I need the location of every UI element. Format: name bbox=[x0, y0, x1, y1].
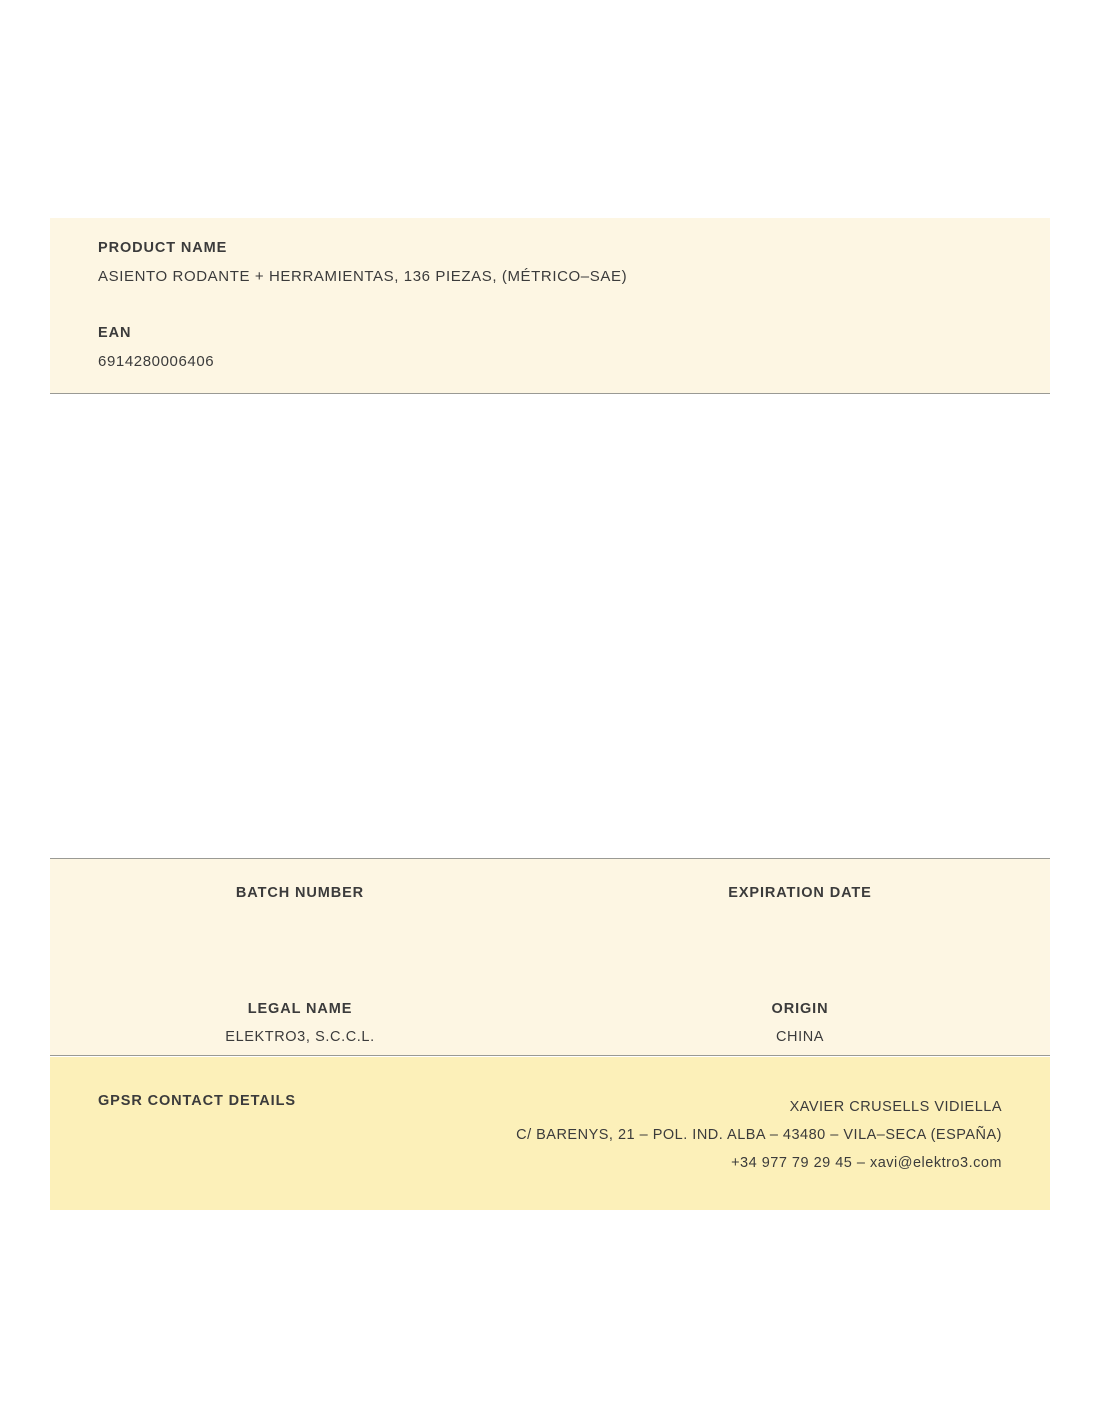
gpsr-contact-panel bbox=[50, 1057, 1050, 1210]
product-name-label: PRODUCT NAME bbox=[98, 240, 228, 256]
origin-value: CHINA bbox=[775, 1029, 825, 1045]
expiration-date-label: EXPIRATION DATE bbox=[728, 885, 872, 901]
batch-number-label: BATCH NUMBER bbox=[235, 885, 365, 901]
gpsr-phone-email: +34 977 79 29 45 – xavi@elektro3.com bbox=[731, 1155, 1002, 1171]
product-info-panel bbox=[50, 218, 1050, 394]
expiration-date-cell bbox=[550, 885, 1050, 933]
origin-cell bbox=[550, 1001, 1050, 1049]
gpsr-address: C/ BARENYS, 21 – POL. IND. ALBA – 43480 – VILA–SECA (ESPAÑA) bbox=[516, 1127, 1002, 1143]
expiration-date-value bbox=[550, 913, 1050, 933]
gpsr-contact-person: XAVIER CRUSELLS VIDIELLA bbox=[789, 1099, 1002, 1115]
legal-name-cell bbox=[50, 1001, 550, 1049]
legal-row bbox=[50, 975, 1050, 1049]
legal-name-label: LEGAL NAME bbox=[247, 1001, 353, 1017]
gpsr-title: GPSR CONTACT DETAILS bbox=[98, 1093, 296, 1109]
gpsr-details bbox=[516, 1093, 1002, 1177]
ean-label: EAN bbox=[98, 325, 132, 341]
product-name-value: ASIENTO RODANTE + HERRAMIENTAS, 136 PIEZAS, (MÉTRICO–SAE) bbox=[98, 268, 628, 285]
batch-legal-panel bbox=[50, 858, 1050, 1056]
origin-label: ORIGIN bbox=[771, 1001, 829, 1017]
batch-row bbox=[50, 859, 1050, 933]
ean-group bbox=[98, 325, 1002, 370]
legal-name-value: ELEKTRO3, S.C.C.L. bbox=[225, 1029, 375, 1045]
batch-number-value bbox=[50, 913, 550, 933]
empty-content-area bbox=[50, 394, 1050, 858]
ean-value: 6914280006406 bbox=[98, 353, 215, 370]
batch-number-cell bbox=[50, 885, 550, 933]
